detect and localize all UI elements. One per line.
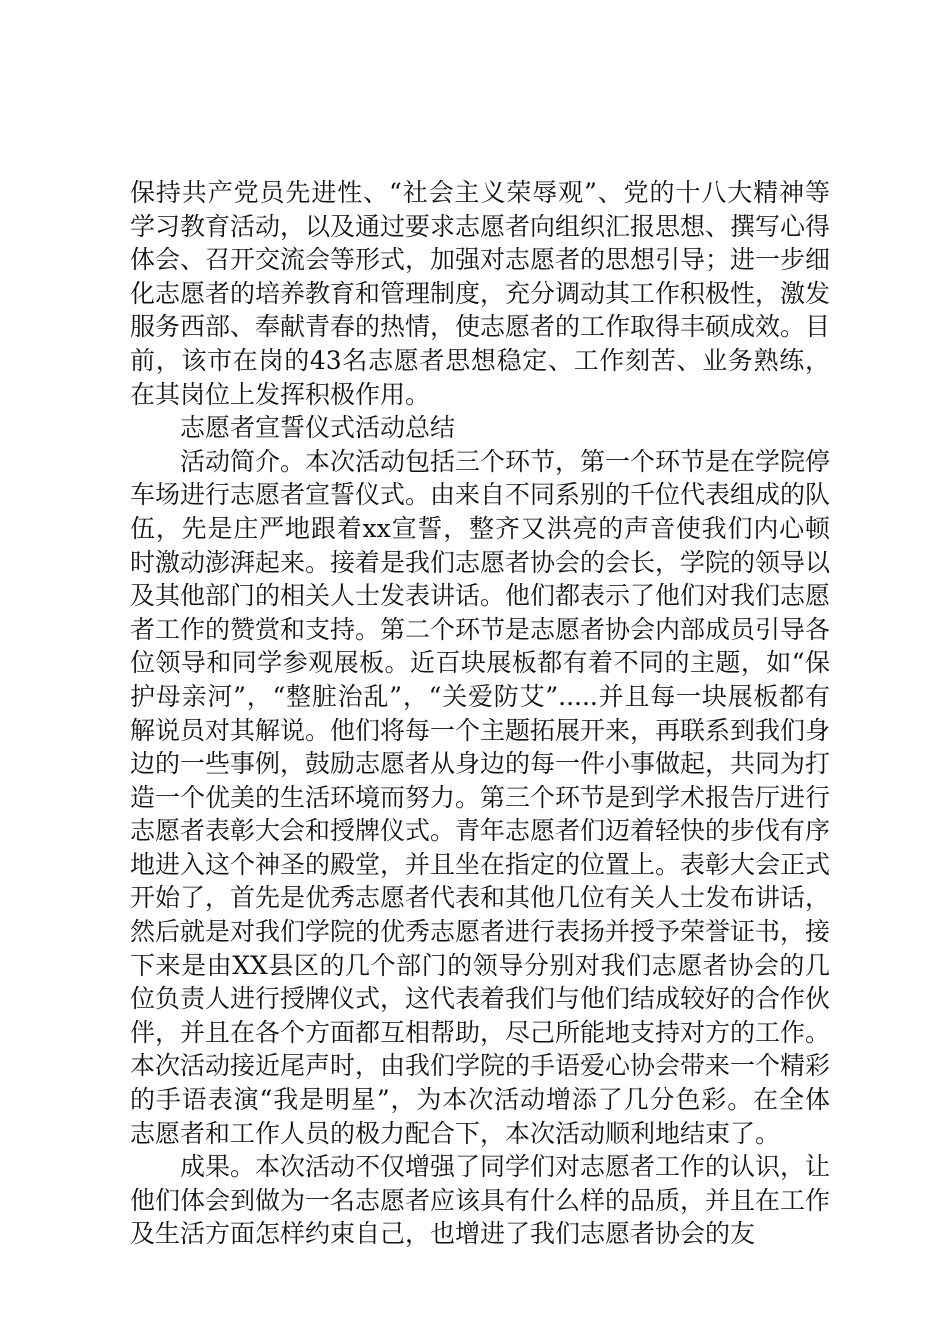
paragraph-continuation: 保持共产党员先进性、“社会主义荣辱观”、党的十八大精神等学习教育活动，以及通过要求志愿者向组织汇报思想、撰写心得体会、召开交流会等形式，加强对志愿者的思想引导；进一步细化志愿者的培养教育和管理制度，充分调动其工作积极性，激发服务西部、奉献青春的热情，使志愿者的工作取得丰硕成效。目前，该市在岗的43名志愿者思想稳定、工作刻苦、业务熟练，在其岗位上发挥积极作用。 — [130, 178, 831, 409]
paragraph-results: 成果。本次活动不仅增强了同学们对志愿者工作的认识，让他们体会到做为一名志愿者应该具有什么样的品质，并且在工作及生活方面怎样约束自己，也增进了我们志愿者协会的友 — [130, 1152, 831, 1249]
document-body — [130, 176, 830, 1251]
paragraph-activity-summary: 活动简介。本次活动包括三个环节，第一个环节是在学院停车场进行志愿者宣誓仪式。由来自不同系别的千位代表组成的队伍，先是庄严地跟着xx宣誓，整齐又洪亮的声音使我们内心顿时激动澎湃起来。接着是我们志愿者协会的会长，学院的领导以及其他部门的相关人士发表讲话。他们都表示了他们对我们志愿者工作的赞赏和支持。第二个环节是志愿者协会内部成员引导各位领导和同学参观展板。近百块展板都有着不同的主题，如“保护母亲河”，“整脏治乱”，“关爱防艾”.....并且每一块展板都有解说员对其解说。他们将每一个主题拓展开来，再联系到我们身边的一些事例，鼓励志愿者从身边的每一件小事做起，共同为打造一个优美的生活环境而努力。第三个环节是到学术报告厅进行志愿者表彰大会和授牌仪式。青年志愿者们迈着轻快的步伐有序地进入这个神圣的殿堂，并且坐在指定的位置上。表彰大会正式开始了，首先是优秀志愿者代表和其他几位有关人士发布讲话，然后就是对我们学院的优秀志愿者进行表扬并授予荣誉证书，接下来是由XX县区的几个部门的领导分别对我们志愿者协会的几位负责人进行授牌仪式，这代表着我们与他们结成较好的合作伙伴，并且在各个方面都互相帮助，尽己所能地支持对方的工作。本次活动接近尾声时，由我们学院的手语爱心协会带来一个精彩的手语表演“我是明星”，为本次活动增添了几分色彩。在全体志愿者和工作人员的极力配合下，本次活动顺利地结束了。 — [130, 446, 831, 1148]
section-title: 志愿者宣誓仪式活动总结 — [180, 413, 456, 443]
